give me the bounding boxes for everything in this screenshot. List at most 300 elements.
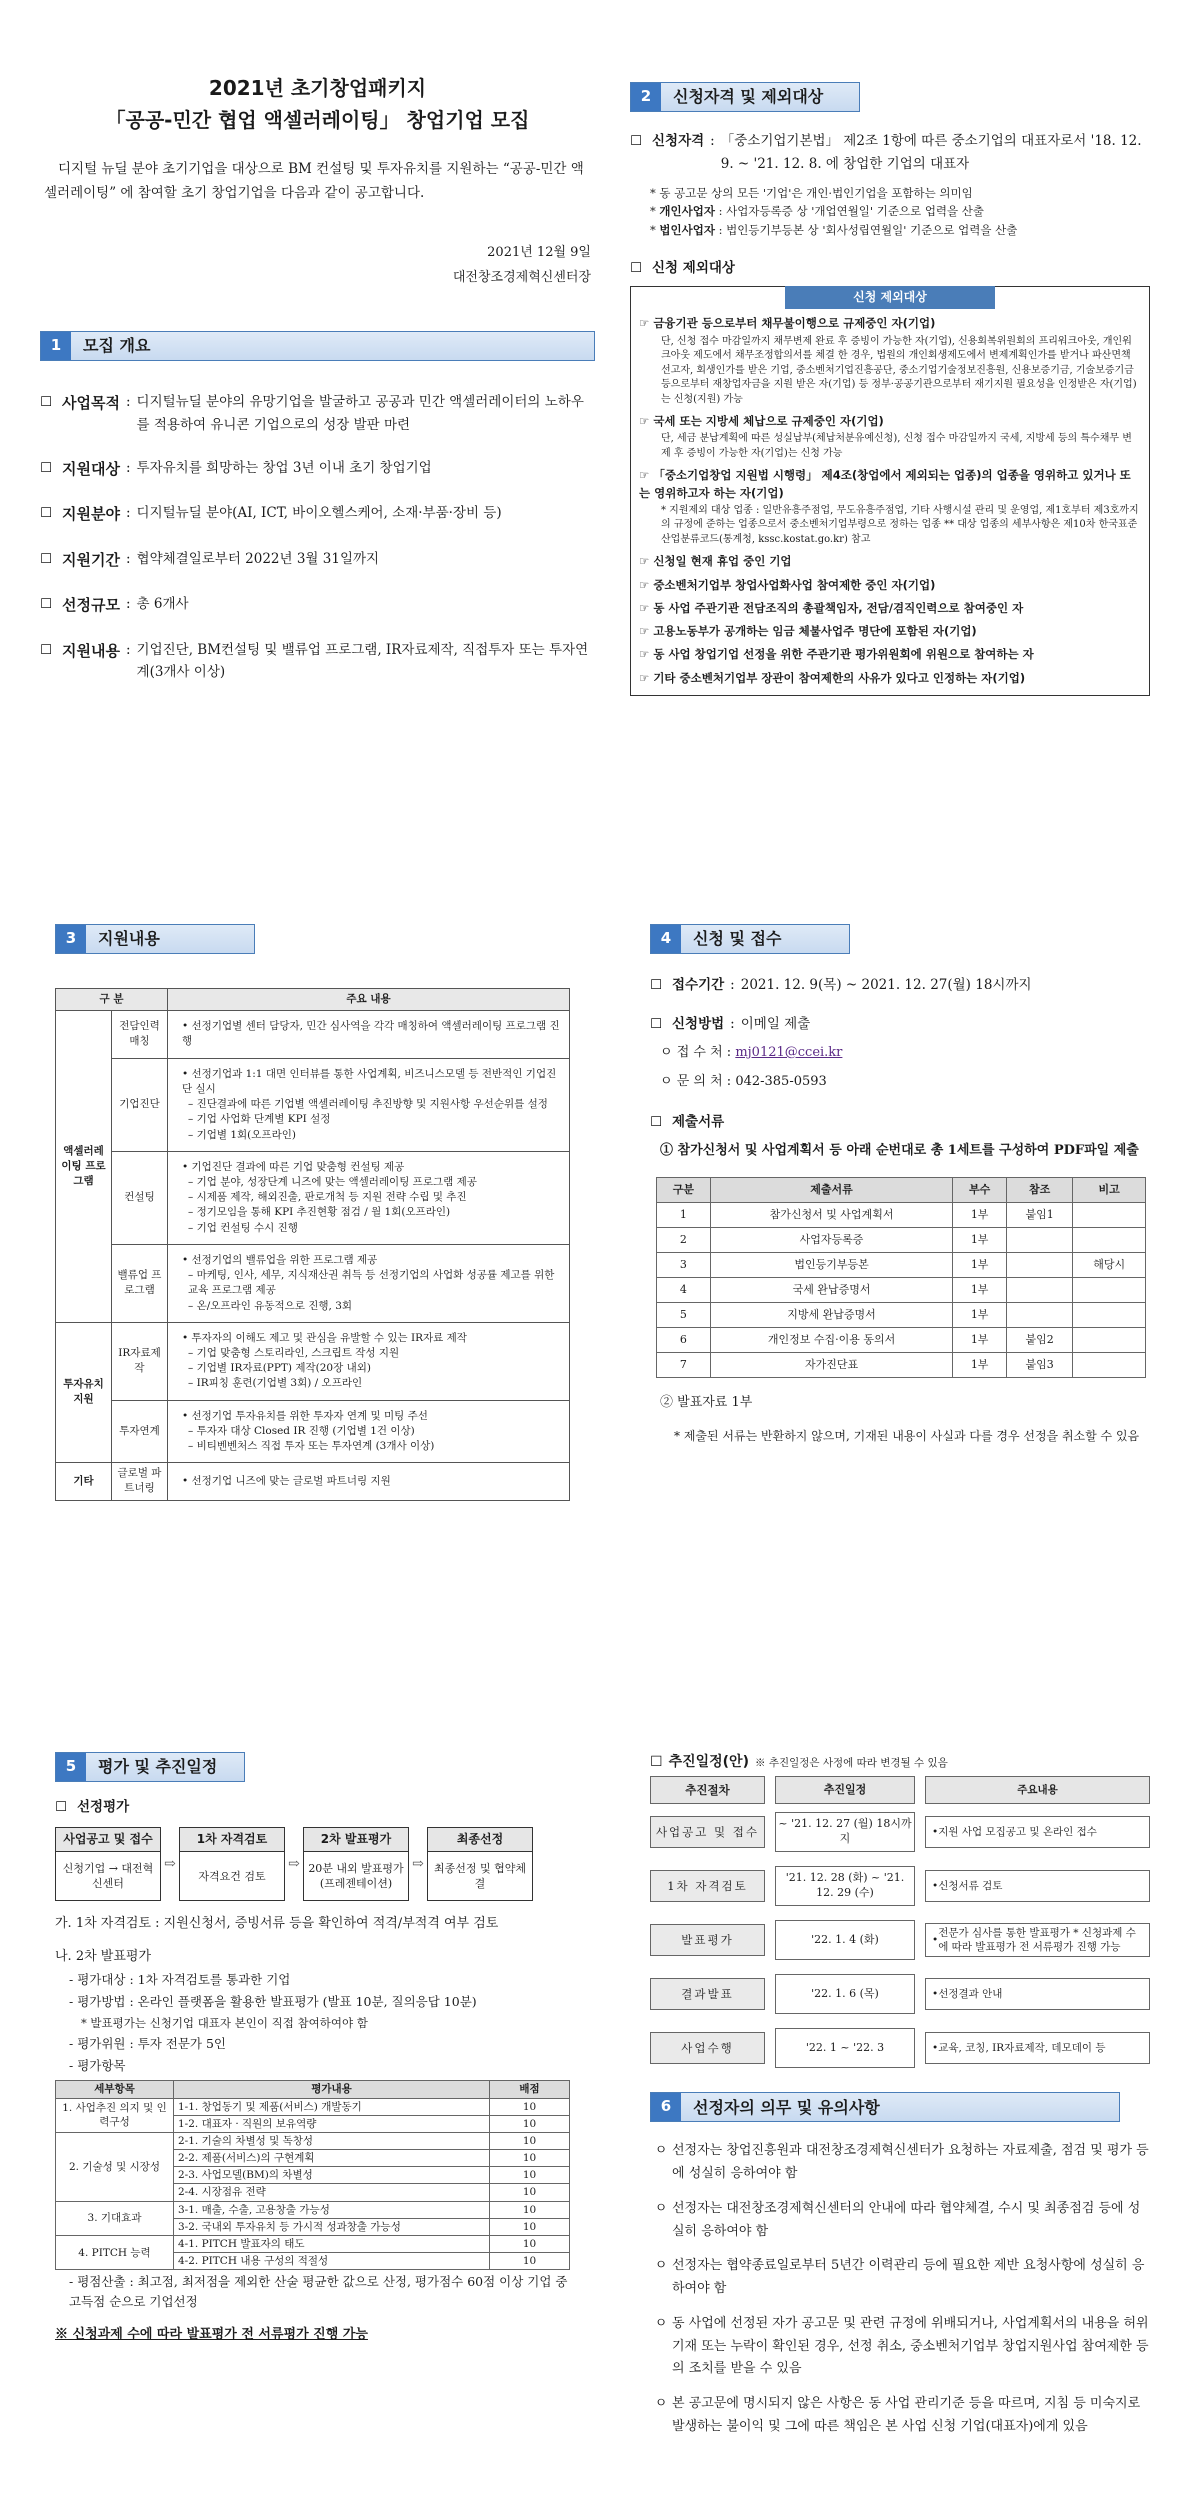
eligibility-notes	[630, 184, 1150, 239]
support-point-text: 선정기업 니즈에 맞는 글로벌 파트너링 지원	[191, 1474, 391, 1487]
selection-flow	[55, 1827, 570, 1901]
checkbox-icon: ☐	[40, 641, 53, 658]
exclusion-caption: 신청 제외대상	[785, 286, 995, 309]
docs-cell	[1007, 1303, 1073, 1328]
support-point: – 기업 맞춤형 스토리라인, 스크립트 작성 지원	[188, 1346, 400, 1359]
schedule-col-header: 추진절차	[650, 1776, 765, 1804]
docs-cell: 7	[657, 1353, 711, 1378]
docs-cell: 4	[657, 1278, 711, 1303]
overview-item: ☐ 지원분야 : 디지털뉴딜 분야(AI, ICT, 바이오헬스케어, 소재·부품·장비 등)	[40, 502, 595, 528]
section-3-header: 3 지원내용	[55, 924, 255, 954]
eval-score: 10	[490, 2132, 570, 2149]
support-point: – 기업별 IR자료(PPT) 제작(20장 내외)	[188, 1362, 371, 1375]
note-value: 사업자등록증 상 '개업연월일' 기준으로 업력을 산출	[726, 204, 985, 219]
docs-cell: 1부	[953, 1328, 1007, 1353]
docs-col-header: 참조	[1007, 1178, 1073, 1203]
checkbox-icon: ☐	[40, 505, 53, 521]
checkbox-icon: ☐	[40, 459, 53, 476]
eligibility: ☐ 신청자격 : 「중소기업기본법」 제2조 1항에 따른 중소기업의 대표자로서 '18. 12. 9. ~ '21. 12. 8. 에 창업한 기업의 대표자	[630, 130, 1150, 176]
schedule-detail-text: 전문가 심사를 통한 발표평가 * 신청과제 수에 따라 발표평가 전 서류평가 진행 가능	[938, 1927, 1136, 1954]
method: ☐ 신청방법 : 이메일 제출	[650, 1015, 811, 1032]
support-point: • 선정기업과 1:1 대면 인터뷰를 통한 사업계획, 비즈니스모델 등 전반적인 기업진단 실시	[182, 1067, 557, 1095]
docs-cell: 6	[657, 1328, 711, 1353]
support-point: • 선정기업 니즈에 맞는 글로벌 파트너링 지원	[182, 1474, 391, 1487]
exclusion-item-title: 「중소기업창업 지원법 시행령」 제4조(창업에서 제외되는 업종)의 업종을 영위하고 있거나 또는 영위하고자 하는 자(기업)	[639, 468, 1131, 500]
exclusion-item-title: 동 사업 창업기업 선정을 위한 주관기관 평가위원회에 위원으로 참여하는 자	[653, 647, 1034, 662]
schedule-row	[650, 2028, 1150, 2068]
docs-cell	[1073, 1228, 1146, 1253]
overview-item: ☐ 지원대상 : 투자유치를 희망하는 창업 3년 이내 초기 창업기업	[40, 457, 595, 483]
section-1-header: 1 모집 개요	[40, 331, 595, 361]
eligibility-note: * 동 공고문 상의 모든 '기업'은 개인·법인기업을 포함하는 의미임	[650, 185, 973, 200]
checkbox-icon: ☐	[630, 133, 643, 149]
section-2-header: 2 신청자격 및 제외대상	[630, 82, 860, 112]
eligibility-note: * 개인사업자 : 사업자등록증 상 '개업연월일' 기준으로 업력을 산출	[650, 204, 985, 219]
eval-score: 10	[490, 2115, 570, 2132]
eval-group: 2. 기술성 및 시장성	[56, 2132, 174, 2201]
exclusion-heading: ☐ 신청 제외대상	[630, 257, 1150, 280]
support-point-text: 선정기업의 밸류업을 위한 프로그램 제공	[191, 1253, 378, 1266]
obligation-item	[650, 2393, 1150, 2439]
obligation-item	[650, 2198, 1150, 2244]
eval-row	[56, 2132, 570, 2149]
eval-score: 10	[490, 2218, 570, 2235]
support-point: – 기업 분야, 성장단계 니즈에 맞는 액셀러레이팅 프로그램 제공	[188, 1175, 477, 1188]
docs-row	[657, 1328, 1146, 1353]
support-row	[56, 1244, 570, 1322]
overview-item-value: 협약체결일로부터 2022년 3월 31일까지	[136, 550, 380, 567]
eval-score: 10	[490, 2236, 570, 2253]
exclusion-item-detail: 단, 신청 접수 마감일까지 채무변제 완료 후 증빙이 가능한 자(기업), 신용회복위원회의 프리워크아웃, 개인워크아웃 제도에서 채무조정합의서를 체결 한 경우, 법원의 개인회생제도에서 변제계획인가를 받거나 파산면책 선고자, 회생인가를 받은 기업, 중소벤처기업진흥공단, 중소기업기술정보진흥원, 신용보증기금, 기술보증기금 등으로부터 재창업자금을 지원 받은 자(기업) 등 정부·공공기관으로부터 재기지원 필요성을 인정받은 자(기업)는 신청(지원) 가능	[661, 335, 1137, 405]
schedule-detail-text: 교육, 코칭, IR자료제작, 데모데이 등	[938, 2042, 1106, 2055]
docs-cell	[1073, 1203, 1146, 1228]
support-row	[56, 1322, 570, 1400]
support-group: 액셀러레이팅 프로그램	[56, 1011, 112, 1323]
docs-cell	[1073, 1328, 1146, 1353]
eval-col-header: 배점	[490, 2081, 570, 2098]
flow-step-title: 최종선정	[428, 1828, 532, 1852]
overview-item-value: 디지털뉴딜 분야(AI, ICT, 바이오헬스케어, 소재·부품·장비 등)	[136, 505, 502, 521]
page-4	[650, 924, 1150, 1446]
docs-col-header: 비고	[1073, 1178, 1146, 1203]
support-point-text: 기업진단 결과에 따른 기업 맞춤형 컨설팅 제공	[191, 1160, 405, 1173]
support-point-text: 투자자의 이해도 제고 및 관심을 유발할 수 있는 IR자료 제작	[191, 1331, 467, 1344]
support-content	[168, 1400, 570, 1463]
flow-step	[55, 1827, 161, 1901]
docs-item-2: ② 발표자료 1부	[660, 1395, 753, 1411]
eligibility-note: * 법인사업자 : 법인등기부등본 상 '회사성립연월일' 기준으로 업력을 산출	[650, 222, 1018, 237]
circle-bullet-icon: ㅇ	[654, 2143, 668, 2159]
schedule-step: 결과발표	[650, 1978, 765, 2010]
docs-col-header: 제출서류	[710, 1178, 952, 1203]
overview-item: ☐ 지원기간 : 협약체결일로부터 2022년 3월 31일까지	[40, 548, 595, 574]
eval-row	[56, 2236, 570, 2253]
note-value: 법인등기부등본 상 '회사성립연월일' 기준으로 업력을 산출	[726, 222, 1018, 237]
eval-score: 10	[490, 2184, 570, 2201]
eval-col-header: 세부항목	[56, 2081, 174, 2098]
docs-cell: 2	[657, 1228, 711, 1253]
docs-cell: 지방세 완납증명서	[710, 1303, 952, 1328]
exclusion-item: ☞ 기타 중소벤처기업부 장관이 참여제한의 사유가 있다고 인정하는 자(기업)	[639, 670, 1026, 685]
overview-item-label: 선정규모	[62, 596, 120, 614]
docs-cell	[1073, 1353, 1146, 1378]
support-content	[168, 1058, 570, 1151]
section-4-header: 4 신청 및 접수	[650, 924, 850, 954]
page-5: 5 평가 및 추진일정 ☐ 선정평가 사업공고 및 접수 신청기업 → 대전혁신센터 ⇨ 1차 자격검토 자격요건 검토 ⇨ 2차 발표평가 20분 내외 발표평가 (프레젠테이션) ⇨ 최종선정 최종선정 및 협약체결 가. 1차 자격검토 : 지원신청서, 증빙서류 등을 확인하여 적격/부적격 여부 검토 나. 2차 발표평가 - 평가대상 : 1차 자격검토를 통과한 기업 - 평가방법 : 온라인 플랫폼을 활용한 발표평가 (발표 10분, 질의응답 10분) * 발표평가는 신청기업 대표자 본인이 직접 참여하여야 함 - 평가위원 : 투자 전문가 5인 - 평가항목 세부항목 평가내용 배점 1. 사업추진 의지 및 인력구성 1-1. 창업동기 및 제품(서비스) 개발동기 10 1-2. 대표자 · 직원의 보유역량 10 2. 기술성 및 시장성 2-1. 기술의 차별성 및 독창성 10 2-2. 제품(서비스)의 구현계획 10 2-3. 사업모델(BM)의 차별성 10 2-4. 시장점유 전략 10 3. 기대효과 3-1. 매출, 수출, 고용창출 가능성 10 3-2. 국내외 투자유치 등 가시적 성과창출 가능성 10 4. PITCH 능력 4-1. PITCH 발표자의 태도 10 4-2. PITCH 내용 구성의 적절성 10 - 평점산출 : 최고점, 최저점을 제외한 산술 평균한 값으로 산정, 평가점수 60점 이상 기업 중 고득점 순으로 기업선정 ※ 신청과제 수에 따라 발표평가 전 서류평가 진행 가능	[55, 1752, 570, 2347]
docs-row	[657, 1203, 1146, 1228]
eval-criterion: 1-1. 창업동기 및 제품(서비스) 개발동기	[174, 2098, 490, 2115]
docs-row	[657, 1253, 1146, 1278]
docs-intro: ① 참가신청서 및 사업계획서 등 아래 순번대로 총 1세트를 구성하여 PDF파일 제출	[660, 1143, 1139, 1159]
score-calc: - 평점산출 : 최고점, 최저점을 제외한 산술 평균한 값으로 산정, 평가점수 60점 이상 기업 중 고득점 순으로 기업선정	[69, 2274, 568, 2310]
obligation-text: 선정자는 협약종료일로부터 5년간 이력관리 등에 필요한 제반 요청사항에 성실히 응하여야 함	[672, 2258, 1145, 2297]
schedule-detail: • 전문가 심사를 통한 발표평가 * 신청과제 수에 따라 발표평가 전 서류평가 진행 가능	[925, 1923, 1150, 1957]
schedule-row	[650, 1866, 1150, 1906]
docs-cell: 1부	[953, 1203, 1007, 1228]
exclusion-item-title: 기타 중소벤처기업부 장관이 참여제한의 사유가 있다고 인정하는 자(기업)	[653, 670, 1026, 685]
overview-item-label: 지원기간	[62, 550, 120, 569]
exclusion-item-detail: 단, 세금 분납계획에 따른 성실납부(체납처분유예신청), 신청 접수 마감일까지 국세, 지방세 등의 특수채무 변제 후 증빙이 가능한 자(기업)는 신청 가능	[661, 433, 1132, 459]
schedule-header	[650, 1776, 1150, 1804]
schedule-date: '22. 1. 6 (목)	[775, 1974, 915, 2014]
docs-cell: 개인정보 수집·이용 동의서	[710, 1328, 952, 1353]
exclusion-item: ☞ 금융기관 등으로부터 채무불이행으로 규제중인 자(기업)	[639, 316, 936, 331]
support-subcategory: IR자료제작	[112, 1322, 168, 1400]
flow-step	[303, 1827, 409, 1901]
support-point-text: 선정기업별 센터 담당자, 민간 심사역을 각각 매칭하여 액셀러레이팅 프로그램 진행	[182, 1020, 560, 1048]
intro-text: 디지털 뉴딜 분야 초기기업을 대상으로 BM 컨설팅 및 투자유치를 지원하는 “공공-민간 액셀러레이팅” 에 참여할 초기 창업기업을 다음과 같이 공고합니다.	[44, 161, 584, 201]
flow-step-content: 신청기업 → 대전혁신센터	[62, 1861, 154, 1891]
support-row	[56, 1011, 570, 1058]
schedule-col-header: 추진일정	[775, 1776, 915, 1804]
schedule-detail: • 선정결과 안내	[925, 1978, 1150, 2010]
support-subcategory: 컨설팅	[112, 1151, 168, 1244]
circle-bullet-icon: ㅇ	[654, 2200, 668, 2216]
obligation-item	[650, 2140, 1150, 2186]
eval-score: 10	[490, 2150, 570, 2167]
overview-item-label: 사업목적	[62, 393, 120, 412]
schedule-step: 사업수행	[650, 2032, 765, 2064]
docs-cell: 1부	[953, 1353, 1007, 1378]
support-row	[56, 1400, 570, 1463]
selection-heading: ☐ 선정평가	[55, 1799, 130, 1815]
support-row	[56, 1463, 570, 1500]
schedule-row	[650, 1812, 1150, 1852]
support-subcategory: 투자연계	[112, 1400, 168, 1463]
support-point-text: 기업별 IR자료(PPT) 제작(20장 내외)	[196, 1362, 371, 1375]
docs-cell: 1부	[953, 1278, 1007, 1303]
docs-cell	[1007, 1253, 1073, 1278]
page-1	[40, 72, 595, 704]
eval-row	[56, 2098, 570, 2115]
support-point: • 선정기업별 센터 담당자, 민간 심사역을 각각 매칭하여 액셀러레이팅 프로그램 진행	[182, 1020, 560, 1048]
exclusion-item: ☞ 고용노동부가 공개하는 임금 체불사업주 명단에 포함된 자(기업)	[639, 624, 977, 639]
schedule-detail: • 지원 사업 모집공고 및 온라인 접수	[925, 1816, 1150, 1848]
overview-item-value: 총 6개사	[136, 596, 189, 612]
exclusion-item: ☞ 중소벤처기업부 창업사업화사업 참여제한 중인 자(기업)	[639, 577, 936, 592]
support-point: • 투자자의 이해도 제고 및 관심을 유발할 수 있는 IR자료 제작	[182, 1331, 467, 1344]
arrow-right-icon: ⇨	[412, 1855, 424, 1872]
support-point: – 기업 컨설팅 수시 진행	[188, 1221, 298, 1234]
docs-cell: 붙임1	[1007, 1203, 1073, 1228]
support-point-text: IR피칭 훈련(기업별 3회) / 오프라인	[196, 1377, 363, 1390]
support-point: – 온/오프라인 유동적으로 진행, 3회	[188, 1299, 353, 1312]
docs-row	[657, 1303, 1146, 1328]
schedule-col-header: 주요내용	[925, 1776, 1150, 1804]
docs-row	[657, 1353, 1146, 1378]
section-5-header: 5 평가 및 추진일정	[55, 1752, 245, 1782]
support-subcategory: 글로벌 파트너링	[112, 1463, 168, 1500]
schedule-detail-text: 신청서류 검토	[938, 1880, 1003, 1893]
support-point: – 비티벤벤처스 직접 투자 또는 투자연계 (3개사 이상)	[188, 1440, 435, 1453]
schedule-date: '22. 1. 4 (화)	[775, 1920, 915, 1960]
support-subcategory: 전담인력 매칭	[112, 1011, 168, 1058]
section-6-header: 6 선정자의 의무 및 유의사항	[650, 2092, 1120, 2122]
exclusion-item-detail: * 지원제외 대상 업종 : 일반유흥주점업, 무도유흥주점업, 기타 사행시설 관리 및 운영업, 제1호부터 제3호까지의 규정에 준하는 업종으로서 중소벤처기업부령으로 정하는 업종 ** 대상 업종의 세부사항은 제10차 한국표준산업분류코드(통계청, kssc.kostat.go.kr) 참고	[661, 504, 1139, 545]
docs-table	[656, 1177, 1146, 1378]
support-point: • 기업진단 결과에 따른 기업 맞춤형 컨설팅 제공	[182, 1160, 405, 1173]
overview-item-value: 투자유치를 희망하는 창업 3년 이내 초기 창업기업	[136, 459, 432, 476]
circle-bullet-icon: ㅇ	[654, 2315, 668, 2331]
support-subcategory: 기업진단	[112, 1058, 168, 1151]
overview-list	[40, 391, 595, 685]
eval-group: 3. 기대효과	[56, 2201, 174, 2235]
support-point-text: 기업별 1회(오프라인)	[196, 1128, 296, 1141]
eval-criterion: 2-3. 사업모델(BM)의 차별성	[174, 2167, 490, 2184]
period: ☐ 접수기간 : 2021. 12. 9(목) ~ 2021. 12. 27(월) 18시까지	[650, 977, 1032, 993]
eval-score: 10	[490, 2253, 570, 2270]
email-link[interactable]: mj0121@ccei.kr	[735, 1044, 843, 1060]
docs-cell: 해당시	[1073, 1253, 1146, 1278]
support-point-text: 비티벤벤처스 직접 투자 또는 투자연계 (3개사 이상)	[196, 1440, 435, 1453]
schedule-step: 1차 자격검토	[650, 1870, 765, 1902]
exclusion-item: ☞ 「중소기업창업 지원법 시행령」 제4조(창업에서 제외되는 업종)의 업종을 영위하고 있거나 또는 영위하고자 하는 자(기업)	[639, 468, 1131, 500]
docs-cell: 1부	[953, 1253, 1007, 1278]
docs-cell: 참가신청서 및 사업계획서	[710, 1203, 952, 1228]
support-point: • 선정기업의 밸류업을 위한 프로그램 제공	[182, 1253, 378, 1266]
page-3	[55, 924, 570, 1501]
schedule-date: '21. 12. 28 (화) ~ '21. 12. 29 (수)	[775, 1866, 915, 1906]
docs-cell: 자가진단표	[710, 1353, 952, 1378]
schedule-detail-text: 지원 사업 모집공고 및 온라인 접수	[938, 1826, 1097, 1839]
docs-row	[657, 1228, 1146, 1253]
schedule-row	[650, 1974, 1150, 2014]
notice-date: 2021년 12월 9일 대전창조경제혁신센터장	[452, 245, 591, 285]
schedule-row	[650, 1920, 1150, 1960]
obligation-item	[650, 2313, 1150, 2381]
exclusion-item: ☞ 신청일 현재 휴업 중인 기업	[639, 554, 792, 569]
overview-item-label: 지원대상	[62, 459, 120, 478]
support-row	[56, 1058, 570, 1151]
support-point: – 마케팅, 인사, 세무, 지식재산권 취득 등 선정기업의 사업화 성공률 제고를 위한 교육 프로그램 제공	[188, 1269, 555, 1297]
support-point-text: 진단결과에 따른 기업별 액셀러레이팅 추진방향 및 지원사항 우선순위를 설정	[196, 1098, 548, 1111]
docs-cell: 국세 완납증명서	[710, 1278, 952, 1303]
support-table: 구 분 주요 내용 액셀러레이팅 프로그램 전담인력 매칭 • 선정기업별 센터 담당자, 민간 심사역을 각각 매칭하여 액셀러레이팅 프로그램 진행 기업진단 • 선정기업과 1:1 대면 인터뷰를 통한 사업계획, 비즈니스모델 등 전반적인 기업진단 실시 – 진단결과에 따른 기업별 액셀러레이팅 추진방향 및 지원사항 우선순위를 설정 – 기업 사업화 단계별 KPI 설정 – 기업별 1회(오프라인) 컨설팅 • 기업진단 결과에 따른 기업 맞춤형 컨설팅 제공 – 기업 분야, 성장단계 니즈에 맞는 액셀러레이팅 프로그램 제공 – 시제품 제작, 해외진출, 판로개척 등 지원 전략 수립 및 추진 – 정기모임을 통해 KPI 추진현황 점검 / 월 1회(오프라인) – 기업 컨설팅 수시 진행 밸류업 프로그램 • 선정기업의 밸류업을 위한 프로그램 제공 – 마케팅, 인사, 세무, 지식재산권 취득 등 선정기업의 사업화 성공률 제고를 위한 교육 프로그램 제공 – 온/오프라인 유동적으로 진행, 3회 투자유치 지원 IR자료제작 • 투자자의 이해도 제고 및 관심을 유발할 수 있는 IR자료 제작 – 기업 맞춤형 스토리라인, 스크립트 작성 지원 – 기업별 IR자료(PPT) 제작(20장 내외) – IR피칭 훈련(기업별 3회) / 오프라인 투자연계 • 선정기업 투자유치를 위한 투자자 연계 및 미팅 주선 – 투자자 대상 Closed IR 진행 (기업별 1건 이상) – 비티벤벤처스 직접 투자 또는 투자연계 (3개사 이상) 기타 글로벌 파트너링 • 선정기업 니즈에 맞는 글로벌 파트너링 지원	[55, 988, 570, 1501]
exclusion-box	[630, 286, 1150, 696]
eval-criterion: 1-2. 대표자 · 직원의 보유역량	[174, 2115, 490, 2132]
support-point-text: 선정기업과 1:1 대면 인터뷰를 통한 사업계획, 비즈니스모델 등 전반적인 기업진단 실시	[182, 1067, 557, 1095]
schedule-detail-text: 선정결과 안내	[938, 1988, 1003, 2001]
support-point: – 기업별 1회(오프라인)	[188, 1128, 296, 1141]
support-point-text: 기업 맞춤형 스토리라인, 스크립트 작성 지원	[196, 1346, 400, 1359]
main-title: 2021년 초기창업패키지 「공공-민간 협업 액셀러레이팅」 창업기업 모집	[105, 76, 530, 132]
eval-step-2: 나. 2차 발표평가	[55, 1949, 152, 1965]
flow-step-content: 최종선정 및 협약체결	[433, 1861, 526, 1891]
support-content	[168, 1322, 570, 1400]
eval-score: 10	[490, 2098, 570, 2115]
eval-score: 10	[490, 2201, 570, 2218]
docs-cell: 1	[657, 1203, 711, 1228]
flow-step-title: 1차 자격검토	[180, 1828, 284, 1852]
overview-item-value: 디지털뉴딜 분야의 유망기업을 발굴하고 공공과 민간 액셀러레이터의 노하우를 적용하여 유니콘 기업으로의 성장 발판 마련	[136, 393, 584, 433]
eval-criterion: 2-4. 시장점유 전략	[174, 2184, 490, 2201]
docs-col-header: 구분	[657, 1178, 711, 1203]
overview-item: ☐ 사업목적 : 디지털뉴딜 분야의 유망기업을 발굴하고 공공과 민간 액셀러레이터의 노하우를 적용하여 유니콘 기업으로의 성장 발판 마련	[40, 391, 595, 437]
support-group: 기타	[56, 1463, 112, 1500]
docs-cell	[1073, 1303, 1146, 1328]
exclusion-item: ☞ 동 사업 주관기관 전담조직의 총괄책임자, 전담/겸직인력으로 참여중인 자	[639, 600, 1024, 615]
support-point-text: 온/오프라인 유동적으로 진행, 3회	[196, 1299, 353, 1312]
phone-line: ㅇ 문 의 처 : 042-385-0593	[660, 1073, 827, 1089]
flow-step-title: 2차 발표평가	[304, 1828, 408, 1852]
support-point-text: 기업 사업화 단계별 KPI 설정	[196, 1113, 331, 1126]
docs-note: * 제출된 서류는 반환하지 않으며, 기재된 내용이 사실과 다를 경우 선정을 취소할 수 있음	[674, 1428, 1140, 1443]
obligation-text: 본 공고문에 명시되지 않은 사항은 동 사업 관리기준 등을 따르며, 지침 등 미숙지로 발생하는 불이익 및 그에 따른 책임은 본 사업 신청 기업(대표자)에게 있음	[672, 2396, 1141, 2434]
docs-cell: 법인등기부등본	[710, 1253, 952, 1278]
docs-cell: 사업자등록증	[710, 1228, 952, 1253]
support-point: – 정기모임을 통해 KPI 추진현황 점검 / 월 1회(오프라인)	[188, 1206, 451, 1219]
support-subcategory: 밸류업 프로그램	[112, 1244, 168, 1322]
schedule-detail: • 신청서류 검토	[925, 1870, 1150, 1902]
exclusion-item-title: 중소벤처기업부 창업사업화사업 참여제한 중인 자(기업)	[653, 577, 936, 592]
eval-criterion: 4-2. PITCH 내용 구성의 적절성	[174, 2253, 490, 2270]
eval-score: 10	[490, 2167, 570, 2184]
exclusion-item: ☞ 국세 또는 지방세 체납으로 규제중인 자(기업)	[639, 414, 884, 429]
note-key: 법인사업자	[659, 222, 715, 237]
overview-item: ☐ 선정규모 : 총 6개사	[40, 593, 595, 619]
support-point-text: 마케팅, 인사, 세무, 지식재산권 취득 등 선정기업의 사업화 성공률 제고를 위한 교육 프로그램 제공	[188, 1269, 555, 1297]
exclusion-item-title: 고용노동부가 공개하는 임금 체불사업주 명단에 포함된 자(기업)	[653, 624, 977, 639]
checkbox-icon: ☐	[40, 550, 53, 567]
support-point: – IR피칭 훈련(기업별 3회) / 오프라인	[188, 1377, 363, 1390]
support-point: • 선정기업 투자유치를 위한 투자자 연계 및 미팅 주선	[182, 1409, 428, 1422]
docs-cell: 붙임3	[1007, 1353, 1073, 1378]
checkbox-icon: ☐	[40, 596, 53, 612]
note-value: 동 공고문 상의 모든 '기업'은 개인·법인기업을 포함하는 의미임	[659, 185, 973, 200]
support-point: – 시제품 제작, 해외진출, 판로개척 등 지원 전략 수립 및 추진	[188, 1191, 467, 1204]
support-point-text: 기업 분야, 성장단계 니즈에 맞는 액셀러레이팅 프로그램 제공	[196, 1175, 477, 1188]
schedule-date: ~ '21. 12. 27 (월) 18시까지	[775, 1812, 915, 1852]
support-content	[168, 1244, 570, 1322]
docs-cell	[1007, 1278, 1073, 1303]
checkbox-icon: ☐	[40, 393, 53, 410]
obligations-list	[650, 2140, 1150, 2438]
overview-item-label: 지원분야	[62, 505, 120, 523]
exclusion-item-title: 국세 또는 지방세 체납으로 규제중인 자(기업)	[653, 414, 884, 429]
page-6	[650, 1752, 1150, 2451]
support-group: 투자유치 지원	[56, 1322, 112, 1463]
schedule-rows	[650, 1812, 1150, 2068]
eval-criterion: 2-1. 기술의 차별성 및 독창성	[174, 2132, 490, 2149]
page-2	[630, 82, 1150, 696]
docs-row	[657, 1278, 1146, 1303]
docs-cell: 3	[657, 1253, 711, 1278]
support-content	[168, 1151, 570, 1244]
docs-cell: 1부	[953, 1303, 1007, 1328]
docs-cell	[1073, 1278, 1146, 1303]
flow-step	[427, 1827, 533, 1901]
support-point-text: 기업 컨설팅 수시 진행	[196, 1221, 298, 1234]
email-line: ㅇ 접 수 처 : mj0121@ccei.kr	[660, 1044, 843, 1060]
eval-group: 4. PITCH 능력	[56, 2236, 174, 2270]
support-content	[168, 1011, 570, 1058]
docs-col-header: 부수	[953, 1178, 1007, 1203]
docs-cell	[1007, 1228, 1073, 1253]
support-content	[168, 1463, 570, 1500]
support-point: – 진단결과에 따른 기업별 액셀러레이팅 추진방향 및 지원사항 우선순위를 설정	[188, 1098, 548, 1111]
exclusion-item-title: 동 사업 주관기관 전담조직의 총괄책임자, 전담/겸직인력으로 참여중인 자	[653, 600, 1024, 615]
arrow-right-icon: ⇨	[288, 1855, 300, 1872]
schedule-detail: • 교육, 코칭, IR자료제작, 데모데이 등	[925, 2032, 1150, 2064]
arrow-right-icon: ⇨	[164, 1855, 176, 1872]
support-row	[56, 1151, 570, 1244]
flow-step-content: 자격요건 검토	[198, 1869, 266, 1883]
docs-cell: 1부	[953, 1228, 1007, 1253]
support-point-text: 시제품 제작, 해외진출, 판로개척 등 지원 전략 수립 및 추진	[196, 1191, 467, 1204]
flow-step	[179, 1827, 285, 1901]
support-point: – 투자자 대상 Closed IR 진행 (기업별 1건 이상)	[188, 1424, 415, 1437]
support-point-text: 선정기업 투자유치를 위한 투자자 연계 및 미팅 주선	[191, 1409, 428, 1422]
schedule-step: 발표평가	[650, 1924, 765, 1956]
circle-bullet-icon: ㅇ	[654, 2258, 668, 2274]
overview-item-label: 지원내용	[62, 641, 120, 660]
checkbox-icon: ☐	[630, 260, 643, 277]
eval-criterion: 3-2. 국내외 투자유치 등 가시적 성과창출 가능성	[174, 2218, 490, 2235]
eval-row	[56, 2201, 570, 2218]
support-point-text: 정기모임을 통해 KPI 추진현황 점검 / 월 1회(오프라인)	[196, 1206, 451, 1219]
eval-step-1: 가. 1차 자격검토 : 지원신청서, 증빙서류 등을 확인하여 적격/부적격 여부 검토	[55, 1916, 499, 1932]
eval-criterion: 3-1. 매출, 수출, 고용창출 가능성	[174, 2201, 490, 2218]
obligation-text: 선정자는 창업진흥원과 대전창조경제혁신센터가 요청하는 자료제출, 점검 및 평가 등에 성실히 응하여야 함	[672, 2143, 1149, 2182]
eval-group: 1. 사업추진 의지 및 인력구성	[56, 2098, 174, 2132]
obligation-text: 동 사업에 선정된 자가 공고문 및 관련 규정에 위배되거나, 사업계획서의 내용을 허위 기재 또는 누락이 확인된 경우, 선정 취소, 중소벤처기업부 창업지원사업 참여제한 등의 조치를 받을 수 있음	[672, 2315, 1149, 2377]
schedule-date: '22. 1 ~ '22. 3	[775, 2028, 915, 2068]
eval-criterion: 4-1. PITCH 발표자의 태도	[174, 2236, 490, 2253]
obligation-item	[650, 2255, 1150, 2301]
docs-cell: 5	[657, 1303, 711, 1328]
support-point: – 기업 사업화 단계별 KPI 설정	[188, 1113, 331, 1126]
eval-col-header: 평가내용	[174, 2081, 490, 2098]
schedule-step: 사업공고 및 접수	[650, 1816, 765, 1848]
docs-heading: ☐ 제출서류	[650, 1114, 725, 1131]
docs-cell: 붙임2	[1007, 1328, 1073, 1353]
exclusion-item: ☞ 동 사업 창업기업 선정을 위한 주관기관 평가위원회에 위원으로 참여하는 자	[639, 647, 1034, 662]
circle-bullet-icon: ㅇ	[654, 2396, 668, 2412]
flow-step-content: 20분 내외 발표평가 (프레젠테이션)	[308, 1861, 404, 1891]
exclusion-item-title: 금융기관 등으로부터 채무불이행으로 규제중인 자(기업)	[653, 316, 936, 331]
overview-item-value: 기업진단, BM컨설팅 및 밸류업 프로그램, IR자료제작, 직접투자 또는 투자연계(3개사 이상)	[136, 641, 589, 681]
exclusion-item-title: 신청일 현재 휴업 중인 기업	[653, 554, 792, 569]
overview-item: ☐ 지원내용 : 기업진단, BM컨설팅 및 밸류업 프로그램, IR자료제작, 직접투자 또는 투자연계(3개사 이상)	[40, 639, 595, 685]
eval-criterion: 2-2. 제품(서비스)의 구현계획	[174, 2150, 490, 2167]
flow-step-title: 사업공고 및 접수	[56, 1828, 160, 1852]
schedule-heading: ☐ 추진일정(안) ※ 추진일정은 사정에 따라 변경될 수 있음	[650, 1754, 948, 1770]
eval-table	[55, 2080, 570, 2270]
note-key: 개인사업자	[659, 204, 715, 219]
support-point-text: 투자자 대상 Closed IR 진행 (기업별 1건 이상)	[196, 1424, 415, 1437]
obligation-text: 선정자는 대전창조경제혁신센터의 안내에 따라 협약체결, 수시 및 최종점검 등에 성실히 응하여야 함	[672, 2200, 1141, 2239]
eval-warning: ※ 신청과제 수에 따라 발표평가 전 서류평가 진행 가능	[55, 2327, 368, 2343]
